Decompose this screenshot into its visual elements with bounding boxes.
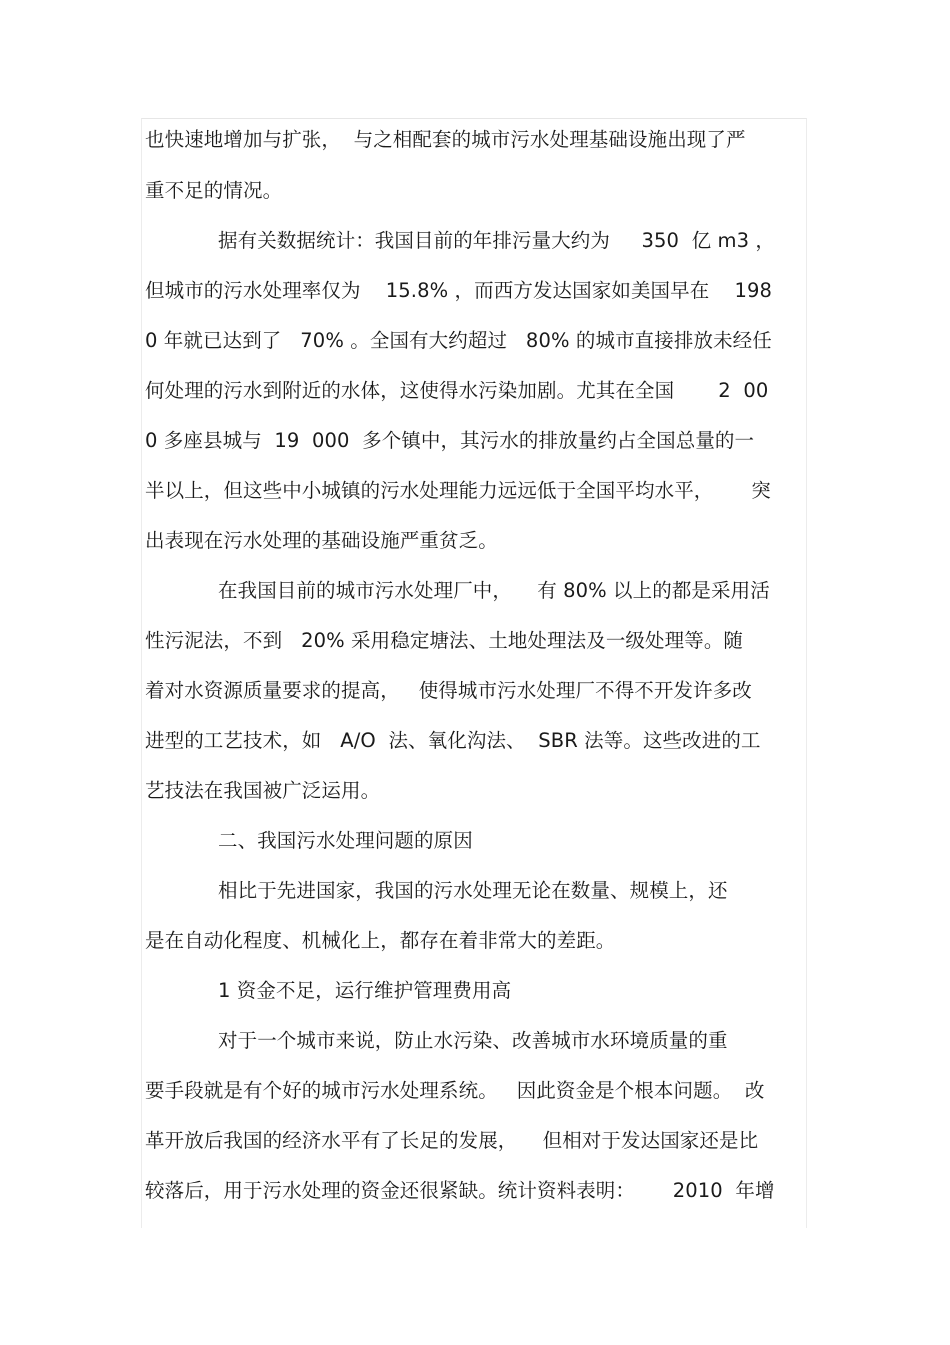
text-line-20: 要手段就是有个好的城市污水处理系统。 因此资金是个根本问题。 改 [145, 1079, 765, 1102]
section-heading: 二、我国污水处理问题的原因 [218, 829, 473, 852]
text-line-17: 是在自动化程度、机械化上，都存在着非常大的差距。 [145, 929, 616, 952]
text-line-6: 何处理的污水到附近的水体，这使得水污染加剧。尤其在全国 2 00 [145, 379, 769, 402]
text-line-7: 0 多座县城与 19 000 多个镇中，其污水的排放量约占全国总量的一 [145, 429, 755, 452]
text-line-1: 也快速地增加与扩张， 与之相配套的城市污水处理基础设施出现了严 [145, 128, 746, 151]
text-line-12: 着对水资源质量要求的提高， 使得城市污水处理厂不得不开发许多改 [145, 679, 752, 702]
text-line-13: 进型的工艺技术，如 A/O 法、氧化沟法、 SBR 法等。这些改进的工 [145, 729, 761, 752]
text-line-14: 艺技法在我国被广泛运用。 [145, 779, 381, 802]
text-line-2: 重不足的情况。 [145, 179, 283, 202]
text-line-10: 在我国目前的城市污水处理厂中， 有 80% 以上的都是采用活 [218, 579, 770, 602]
text-line-3: 据有关数据统计：我国目前的年排污量大约为 350 亿 m3 ， [218, 229, 776, 252]
text-line-8: 半以上，但这些中小城镇的污水处理能力远远低于全国平均水平， 突 [145, 479, 771, 502]
text-line-21: 革开放后我国的经济水平有了长足的发展， 但相对于发达国家还是比 [145, 1129, 759, 1152]
text-line-5: 0 年就已达到了 70% 。全国有大约超过 80% 的城市直接排放未经任 [145, 329, 772, 352]
text-line-4: 但城市的污水处理率仅为 15.8% ，而西方发达国家如美国早在 198 [145, 279, 773, 302]
text-line-19: 对于一个城市来说，防止水污染、改善城市水环境质量的重 [218, 1029, 728, 1052]
text-line-11: 性污泥法，不到 20% 采用稳定塘法、土地处理法及一级处理等。随 [145, 629, 744, 652]
subsection-heading: 1 资金不足，运行维护管理费用高 [218, 979, 512, 1002]
text-line-22: 较落后，用于污水处理的资金还很紧缺。统计资料表明： 2010 年增 [145, 1179, 775, 1202]
text-line-16: 相比于先进国家，我国的污水处理无论在数量、规模上，还 [218, 879, 728, 902]
text-line-9: 出表现在污水处理的基础设施严重贫乏。 [145, 529, 498, 552]
